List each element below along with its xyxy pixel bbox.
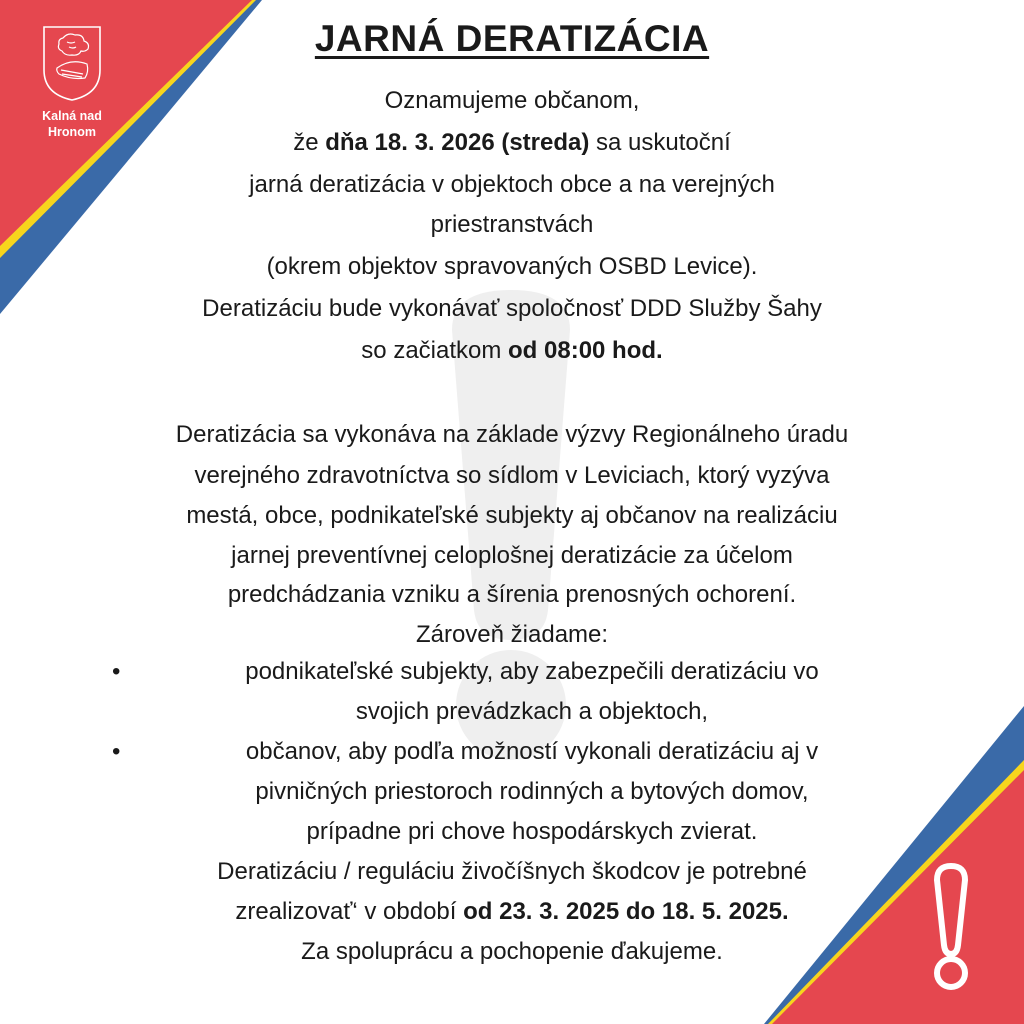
period-dates: od 23. 3. 2025 do 18. 5. 2025. [463, 898, 789, 925]
list-item: svojich prevádzkach a objektoch, [355, 698, 709, 725]
thanks-line: Za spoluprácu a pochopenie ďakujeme. [301, 938, 723, 965]
text-line: Deratizácia sa vykonáva na základe výzvy Regionálneho úradu [175, 421, 849, 448]
text-line: jarná deratizácia v objektoch obce a na verejných [249, 171, 775, 198]
bullet-marker: • [112, 658, 121, 685]
text-line: Deratizáciu bude vykonávať spoločnosť DDD Služby Šahy [202, 295, 822, 322]
event-date: dňa 18. 3. 2026 (streda) [325, 129, 590, 156]
text-line: Zároveň žiadame: [415, 621, 609, 648]
start-time-line: so začiatkom od 08:00 hod. [361, 337, 663, 364]
date-line: že dňa 18. 3. 2026 (streda) sa uskutoční [293, 129, 731, 156]
text-line: priestranstvách [430, 211, 594, 238]
list-item: pivničných priestoroch rodinných a bytových domov, [255, 778, 809, 805]
list-item: prípadne pri chove hospodárskych zvierat. [306, 818, 758, 845]
list-item: podnikateľské subjekty, aby zabezpečili deratizáciu vo [245, 658, 819, 685]
text-line: Deratizáciu / reguláciu živočíšnych škodcov je potrebné [217, 858, 807, 885]
list-item: občanov, aby podľa možností vykonali deratizáciu aj v [245, 738, 819, 765]
text-line: verejného zdravotníctva so sídlom v Leviciach, ktorý vyzýva [194, 462, 830, 489]
text-line: mestá, obce, podnikateľské subjekty aj občanov na realizáciu [186, 502, 838, 529]
text-line: predchádzania vzniku a šírenia prenosných ochorení. [227, 581, 797, 608]
period-line: zrealizovať‘ v období od 23. 3. 2025 do 18. 5. 2025. [235, 898, 789, 925]
text-line: jarnej preventívnej celoplošnej deratizácie za účelom [231, 542, 793, 569]
intro-line: Oznamujeme občanom, [384, 87, 640, 114]
page-title: JARNÁ DERATIZÁCIA [314, 18, 710, 59]
municipality-name: Kalná nad Hronom [42, 109, 102, 139]
text-line: (okrem objektov spravovaných OSBD Levice). [266, 253, 758, 280]
bullet-marker: • [112, 738, 121, 765]
start-time: od 08:00 hod. [508, 337, 663, 364]
